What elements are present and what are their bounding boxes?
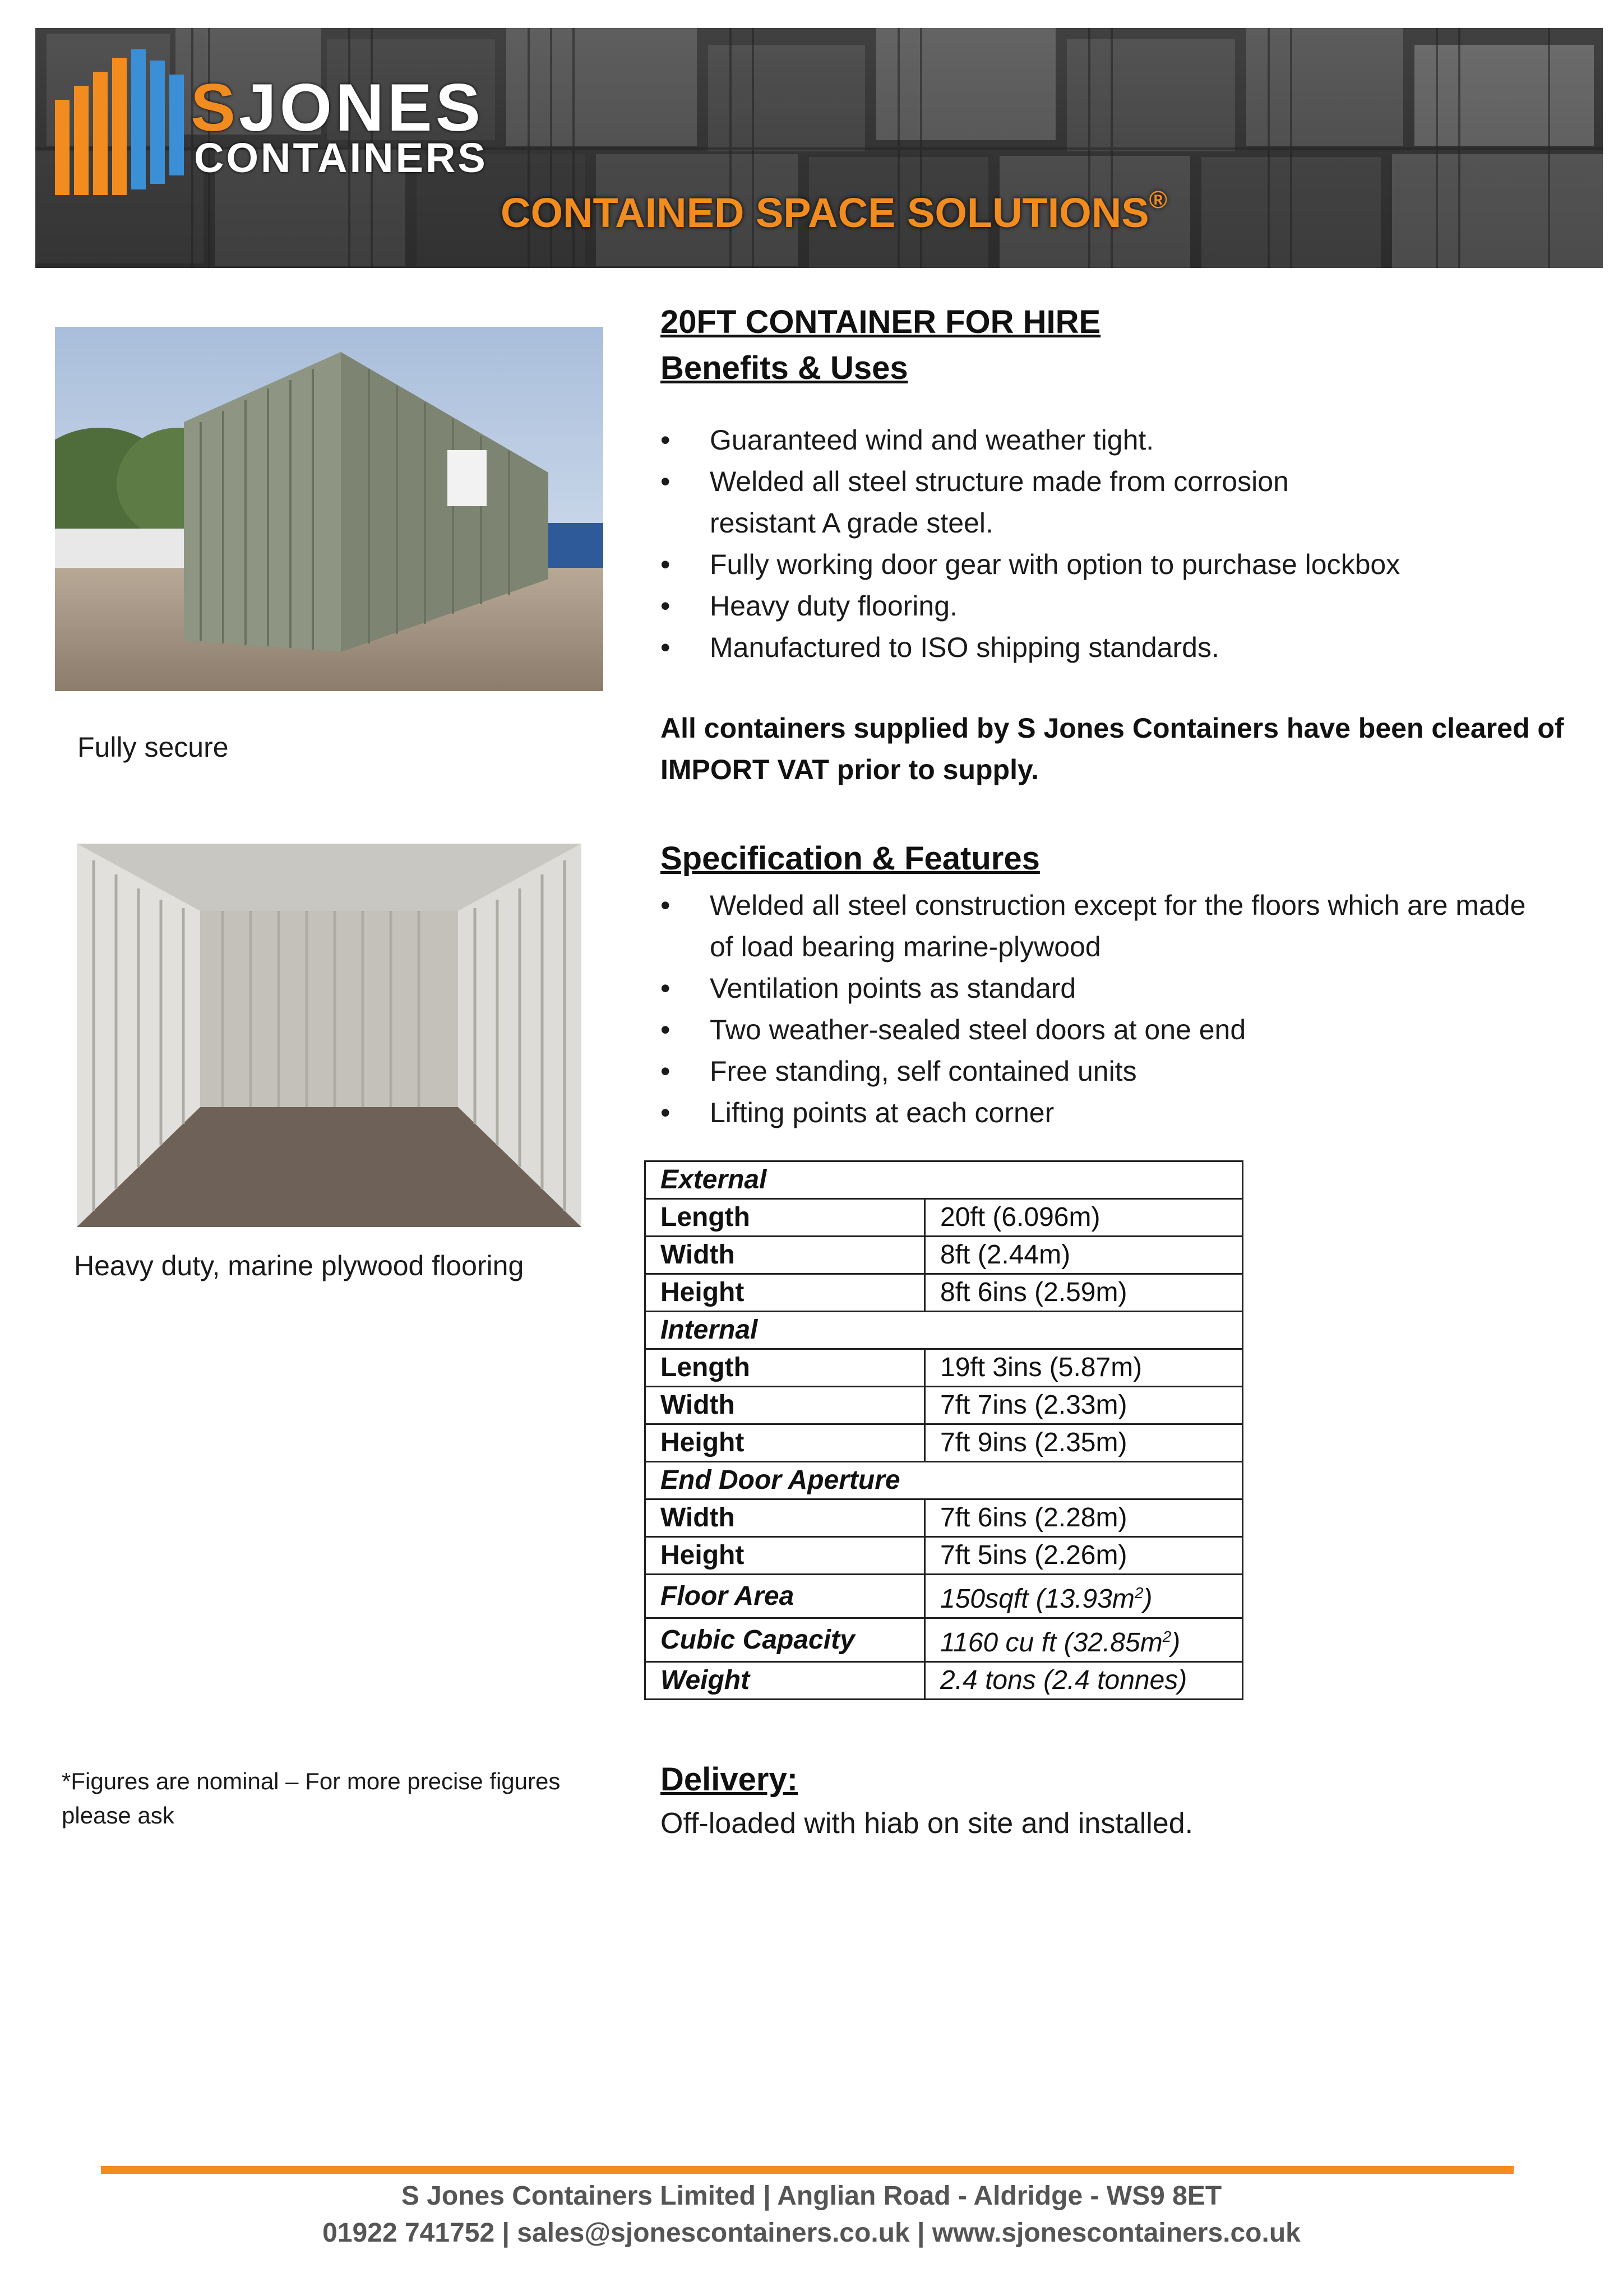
- header-banner: [35, 28, 1603, 268]
- benefits-heading: Benefits & Uses: [660, 350, 908, 386]
- list-item: • Heavy duty flooring.: [660, 585, 1501, 627]
- brand-subname: CONTAINERS: [194, 135, 488, 181]
- logo-blue-bars: [131, 49, 184, 189]
- table-row: Length 20ft (6.096m): [645, 1199, 1243, 1237]
- table-row: Width 7ft 6ins (2.28m): [645, 1499, 1243, 1537]
- list-item: • Manufactured to ISO shipping standards.: [660, 627, 1501, 668]
- logo-orange-bars: [55, 58, 127, 195]
- figures-note: *Figures are nominal – For more precise figures please ask: [62, 1768, 561, 1829]
- caption-fully-secure: Fully secure: [77, 732, 229, 763]
- list-item: • Fully working door gear with option to purchase lockbox: [660, 544, 1501, 585]
- table-section-label: Internal: [645, 1312, 1243, 1349]
- table-row: Floor Area 150sqft $(13.93m^2)$: [645, 1575, 1243, 1618]
- benefits-list: [660, 419, 1501, 668]
- caption-plywood-flooring: Heavy duty, marine plywood flooring: [74, 1250, 524, 1281]
- footer-address: S Jones Containers Limited | Anglian Road - Aldridge - WS9 8ET: [401, 2181, 1222, 2211]
- container-interior-photo: [77, 844, 581, 1227]
- list-item: • Welded all steel structure made from corrosion resistant A grade steel.: [660, 461, 1338, 544]
- list-item: • Lifting points at each corner: [660, 1092, 1580, 1133]
- table-row: Height 8ft 6ins (2.59m): [645, 1274, 1243, 1312]
- logo-icon: [55, 49, 184, 201]
- footer-rule: [101, 2166, 1514, 2174]
- table-row: Weight 2.4 tons (2.4 tonnes): [645, 1662, 1243, 1700]
- tagline: CONTAINED SPACE SOLUTIONS®: [501, 186, 1168, 236]
- page-title: 20FT CONTAINER FOR HIRE: [660, 304, 1101, 340]
- table-row: Width 7ft 7ins (2.33m): [645, 1387, 1243, 1424]
- table-row: Length 19ft 3ins (5.87m): [645, 1349, 1243, 1387]
- delivery-heading: Delivery:: [660, 1761, 798, 1798]
- table-section-label: End Door Aperture: [645, 1462, 1243, 1499]
- vat-note: All containers supplied by S Jones Containers have been cleared of IMPORT VAT prior to supply.: [660, 712, 1564, 785]
- list-item: • Ventilation points as standard: [660, 968, 1580, 1009]
- spec-heading: Specification & Features: [660, 840, 1040, 877]
- delivery-text: Off-loaded with hiab on site and installed.: [660, 1807, 1194, 1840]
- table-row: Width 8ft (2.44m): [645, 1237, 1243, 1274]
- footer-contact: 01922 741752 | sales@sjonescontainers.co.uk | www.sjonescontainers.co.uk: [322, 2218, 1301, 2248]
- list-item: • Two weather-sealed steel doors at one end: [660, 1009, 1580, 1050]
- list-item: • Guaranteed wind and weather tight.: [660, 419, 1501, 461]
- table-row: Height 7ft 5ins (2.26m): [645, 1537, 1243, 1575]
- dimensions-table: [644, 1160, 1243, 1700]
- table-section-label: External: [645, 1161, 1243, 1199]
- table-row: Height 7ft 9ins (2.35m): [645, 1424, 1243, 1462]
- table-row: Cubic Capacity 1160 cu ft $(32.85m^2)$: [645, 1618, 1243, 1662]
- container-exterior-photo: [55, 327, 603, 691]
- spec-list: [660, 885, 1580, 1133]
- list-item: • Welded all steel construction except for the floors which are made of load bearing marine-plywood: [660, 885, 1539, 968]
- brand-name: SJONES: [191, 70, 484, 145]
- list-item: • Free standing, self contained units: [660, 1050, 1580, 1092]
